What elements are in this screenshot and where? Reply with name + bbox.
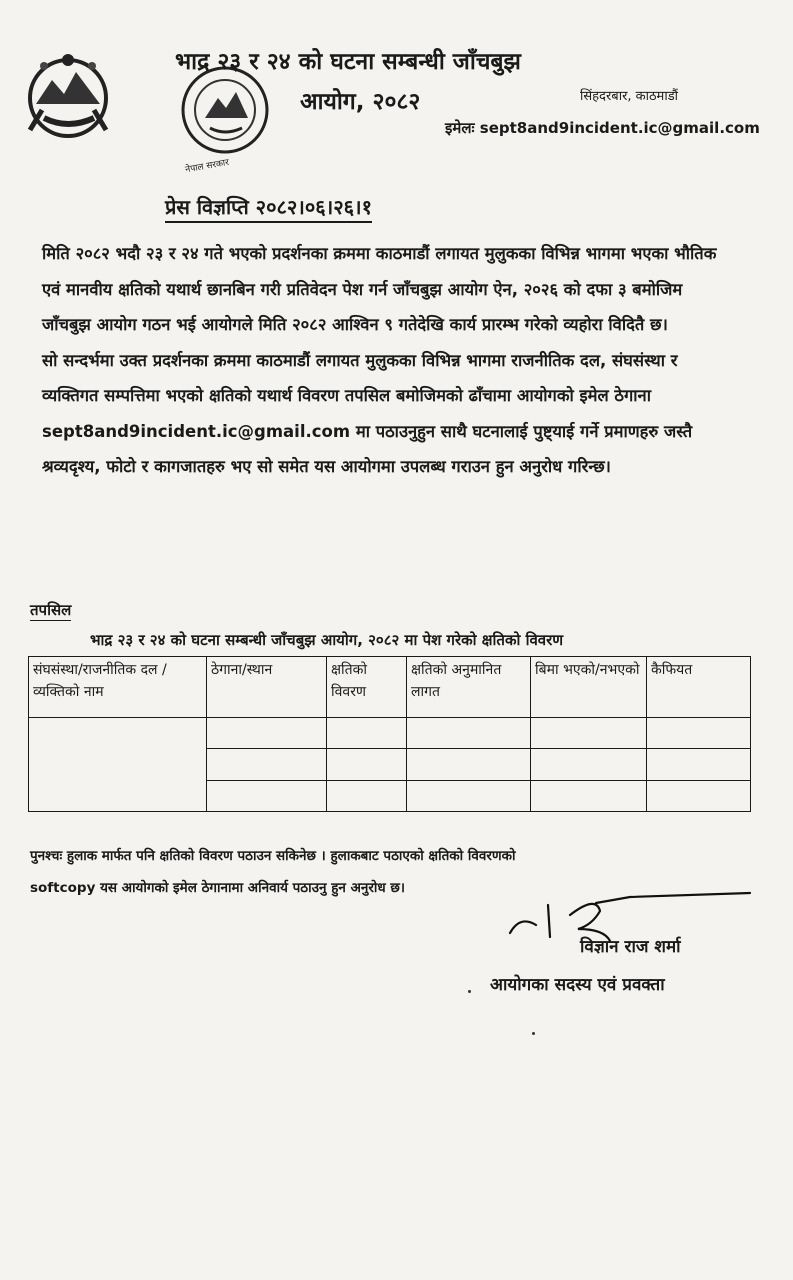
signatory-name: विज्ञान राज शर्मा [580,937,681,957]
table-row [29,718,751,749]
table-cell[interactable] [29,718,207,812]
press-release-title: प्रेस विज्ञप्ति २०८२।०६।२६।१ [165,193,372,223]
office-address: सिंहदरबार, काठमाडौं [580,89,679,104]
email-address[interactable]: sept8and9incident.ic@gmail.com [479,119,760,137]
svg-text:नेपाल सरकार: नेपाल सरकार [184,157,230,176]
table-header-row [29,657,751,718]
column-header-damage-details: क्षतिको विवरण [327,657,407,718]
table-cell[interactable] [327,780,407,811]
table-cell[interactable] [531,749,647,780]
body-paragraph-2-part1: सो सन्दर्भमा उक्त प्रदर्शनका क्रममा काठमाडौं लगायत मुलुकका विभिन्न भागमा राजनीतिक दल, संघसंस्था र व्यक्तिगत सम्पत्तिमा भएको क्षतिको यथार्थ विवरण तपसिल बमोजिमको ढाँचामा आयोगको इमेल ठेगाना [42,350,678,405]
table-cell[interactable] [647,749,751,780]
schedule-title: भाद्र २३ र २४ को घटना सम्बन्धी जाँचबुझ आयोग, २०८२ मा पेश गरेको क्षतिको विवरण [90,631,564,649]
column-header-insurance: बिमा भएको/नभएको [531,657,647,718]
table-cell[interactable] [531,718,647,749]
table-cell[interactable] [531,780,647,811]
table-cell[interactable] [647,780,751,811]
table-cell[interactable] [207,718,327,749]
ink-speck [532,1032,535,1035]
damage-details-table [28,656,751,812]
signatory-title: आयोगका सदस्य एवं प्रवक्ता [490,975,665,995]
postscript-line2: softcopy यस आयोगको इमेल ठेगानामा अनिवार्य पठाउनु हुन अनुरोध छ। [30,880,405,896]
ink-speck [468,990,471,993]
email-label: इमेलः [445,119,475,137]
postscript-line1: पुनश्चः हुलाक मार्फत पनि क्षतिको विवरण पठाउन सकिनेछ । हुलाकबाट पठाएको क्षतिको विवरणको [30,848,516,864]
nepal-emblem-icon [14,40,122,148]
table-cell[interactable] [207,780,327,811]
commission-title-line2: आयोग, २०८२ [300,89,421,115]
column-header-address: ठेगाना/स्थान [207,657,327,718]
table-cell[interactable] [407,718,531,749]
table-cell[interactable] [407,780,531,811]
column-header-estimated-cost: क्षतिको अनुमानित लागत [407,657,531,718]
schedule-label: तपसिल [30,601,72,619]
table-cell[interactable] [207,749,327,780]
body-paragraph-2 [42,343,732,485]
body-paragraph-1: मिति २०८२ भदौ २३ र २४ गते भएको प्रदर्शनका क्रममा काठमाडौं लगायत मुलुकका विभिन्न भागमा भएका भौतिक एवं मानवीय क्षतिको यथार्थ छानबिन गरी प्रतिवेदन पेश गर्न जाँचबुझ आयोग ऐन, २०२६ को दफा ३ बमोजिम जाँचबुझ आयोग गठन भई आयोगले मिति २०८२ आश्विन ९ गतेदेखि कार्य प्रारम्भ गरेको व्यहोरा विदितै छ। [42,244,717,334]
table-cell[interactable] [327,718,407,749]
table-cell[interactable] [647,718,751,749]
table-cell[interactable] [407,749,531,780]
table-cell[interactable] [327,749,407,780]
commission-title-line1: भाद्र २३ र २४ को घटना सम्बन्धी जाँचबुझ [175,49,521,75]
body-email-link[interactable]: sept8and9incident.ic@gmail.com [42,421,351,441]
body-paragraph-2-part2: मा पठाउनुहुन साथै घटनालाई पुष्ट्याई गर्ने प्रमाणहरु जस्तै श्रव्यदृश्य, फोटो र कागजातहरु भए सो समेत यस आयोगमा उपलब्ध गराउन हुन अनुरोध गरिन्छ। [42,421,693,476]
header-email[interactable] [445,118,760,138]
column-header-name: संघसंस्था/राजनीतिक दल /व्यक्तिको नाम [29,657,207,718]
press-release-body [42,236,732,485]
column-header-remarks: कैफियत [647,657,751,718]
